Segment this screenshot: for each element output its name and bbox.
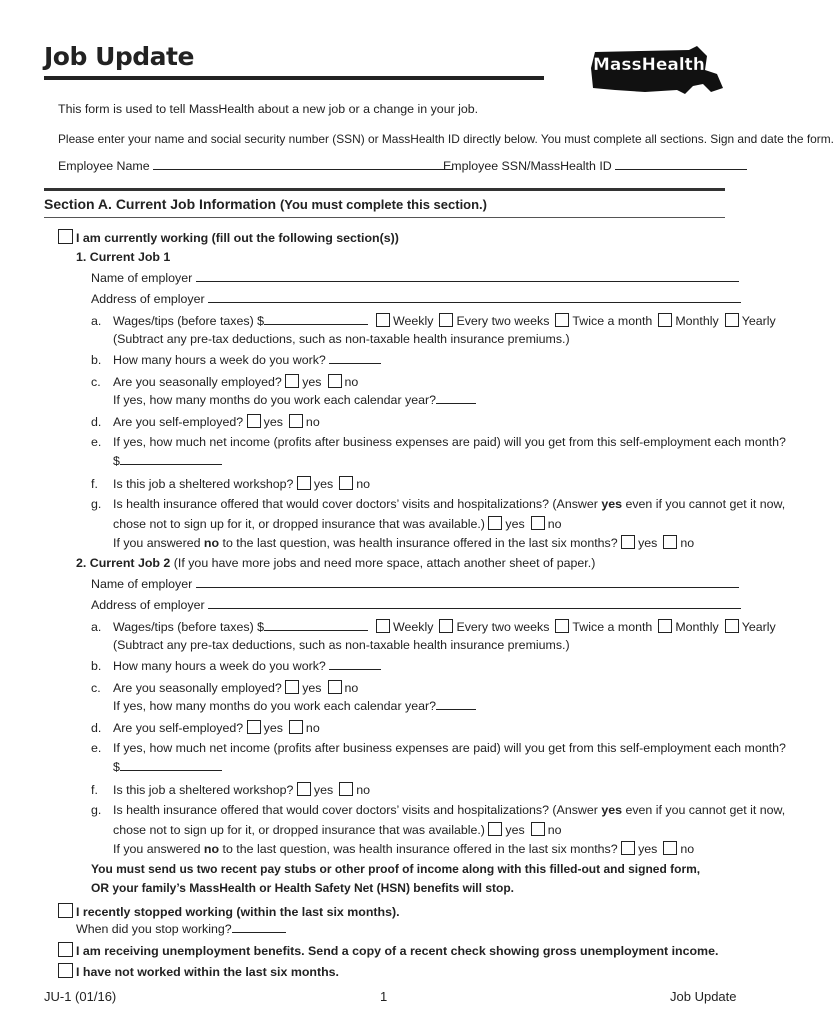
dollar-sign: $ bbox=[113, 454, 120, 468]
job2-insurance-row-3 bbox=[113, 841, 694, 857]
job2-hours-field[interactable] bbox=[329, 659, 381, 670]
employee-id-field[interactable] bbox=[615, 159, 747, 170]
job2-yearly-checkbox[interactable] bbox=[725, 619, 739, 633]
job1-net-income-row bbox=[91, 435, 786, 450]
currently-working-checkbox[interactable] bbox=[58, 229, 73, 244]
stopped-working-row bbox=[58, 903, 400, 920]
insurance-text-3c: to the last question, was health insurance offered in the last six months? bbox=[219, 842, 618, 856]
freq-every-two-weeks: Every two weeks bbox=[456, 620, 550, 634]
job1-hours-row bbox=[91, 353, 381, 368]
job1-ins6-no-checkbox[interactable] bbox=[663, 535, 677, 549]
intro-line-1: This form is used to tell MassHealth about a new job or a change in your job. bbox=[58, 102, 479, 116]
job1-self-no-checkbox[interactable] bbox=[289, 414, 303, 428]
masshealth-logo bbox=[585, 44, 725, 106]
self-employed-label: Are you self-employed? bbox=[113, 415, 244, 429]
months-label: If yes, how many months do you work each calendar year? bbox=[113, 699, 437, 713]
yes-label: yes bbox=[313, 783, 334, 797]
intro-line-2: Please enter your name and social security number (SSN) or MassHealth ID directly below. You must complete all sections. Sign and date the form. bbox=[58, 132, 834, 146]
wages-label: Wages/tips (before taxes) $ bbox=[113, 620, 265, 634]
job2-monthly-checkbox[interactable] bbox=[658, 619, 672, 633]
employer-address-label: Address of employer bbox=[91, 598, 205, 612]
stopped-working-label: I recently stopped working (within the last six months). bbox=[76, 905, 400, 919]
seasonal-label: Are you seasonally employed? bbox=[113, 375, 282, 389]
item-letter: d. bbox=[91, 721, 102, 735]
form-code: JU-1 (01/16) bbox=[44, 989, 117, 1004]
no-label: no bbox=[356, 477, 370, 491]
no-label: no bbox=[344, 375, 359, 389]
yes-label: yes bbox=[638, 842, 658, 856]
freq-twice-a-month: Twice a month bbox=[572, 314, 653, 328]
job1-sheltered-yes-checkbox[interactable] bbox=[297, 476, 311, 490]
job2-insurance-row bbox=[91, 803, 785, 818]
item-letter: b. bbox=[91, 353, 102, 367]
no-label: no bbox=[547, 823, 562, 837]
job1-ins-no-checkbox[interactable] bbox=[531, 516, 545, 530]
job2-months-field[interactable] bbox=[436, 699, 476, 710]
dollar-sign: $ bbox=[113, 760, 120, 774]
not-worked-row bbox=[58, 963, 339, 980]
freq-weekly: Weekly bbox=[393, 314, 434, 328]
job1-heading: 1. Current Job 1 bbox=[76, 250, 171, 264]
when-stop-label: When did you stop working? bbox=[76, 922, 232, 936]
not-worked-checkbox[interactable] bbox=[58, 963, 73, 978]
job1-employer-name-field[interactable] bbox=[196, 271, 739, 282]
job1-hours-field[interactable] bbox=[329, 353, 381, 364]
item-letter: a. bbox=[91, 620, 102, 634]
job2-net-income-field-row bbox=[113, 760, 222, 775]
freq-weekly: Weekly bbox=[393, 620, 434, 634]
net-income-label: If yes, how much net income (profits after business expenses are paid) will you get from this self-employment each month? bbox=[113, 741, 786, 755]
sheltered-label: Is this job a sheltered workshop? bbox=[113, 783, 294, 797]
currently-working-row bbox=[58, 229, 399, 246]
employer-name-label: Name of employer bbox=[91, 577, 193, 591]
no-label: no bbox=[305, 415, 320, 429]
when-stop-row bbox=[76, 922, 286, 937]
job2-ins-yes-checkbox[interactable] bbox=[488, 822, 502, 836]
job2-employer-address-row bbox=[91, 598, 741, 613]
section-a-note: (You must complete this section.) bbox=[279, 197, 487, 212]
job2-wages-field[interactable] bbox=[264, 620, 368, 631]
months-label: If yes, how many months do you work each calendar year? bbox=[113, 393, 437, 407]
seasonal-label: Are you seasonally employed? bbox=[113, 681, 282, 695]
job1-insurance-row bbox=[91, 497, 785, 512]
pay-stubs-notice-1: You must send us two recent pay stubs or other proof of income along with this filled-out and signed form, bbox=[91, 862, 701, 876]
yes-label: yes bbox=[313, 477, 334, 491]
when-stop-field[interactable] bbox=[232, 922, 286, 933]
job2-hours-row bbox=[91, 659, 381, 674]
stopped-working-checkbox[interactable] bbox=[58, 903, 73, 918]
pay-stubs-notice-2: OR your family’s MassHealth or Health Safety Net (HSN) benefits will stop. bbox=[91, 881, 514, 895]
freq-every-two-weeks: Every two weeks bbox=[456, 314, 550, 328]
no-label: no bbox=[305, 721, 320, 735]
freq-yearly: Yearly bbox=[741, 314, 776, 328]
section-a-title bbox=[44, 196, 487, 212]
freq-monthly: Monthly bbox=[675, 620, 719, 634]
employee-name-row bbox=[58, 159, 453, 174]
job1-employer-address-row bbox=[91, 292, 741, 307]
job2-wages-row bbox=[91, 619, 776, 635]
insurance-text-3a: If you answered bbox=[113, 536, 204, 550]
job2-every-two-weeks-checkbox[interactable] bbox=[439, 619, 453, 633]
no-label: no bbox=[680, 536, 695, 550]
job1-weekly-checkbox[interactable] bbox=[376, 313, 390, 327]
job2-seasonal-no-checkbox[interactable] bbox=[328, 680, 342, 694]
item-letter: c. bbox=[91, 375, 101, 389]
hours-label: How many hours a week do you work? bbox=[113, 659, 326, 673]
freq-twice-a-month: Twice a month bbox=[572, 620, 653, 634]
item-letter: e. bbox=[91, 741, 102, 755]
page-number: 1 bbox=[380, 989, 388, 1004]
self-employed-label: Are you self-employed? bbox=[113, 721, 244, 735]
job2-note: (If you have more jobs and need more space, attach another sheet of paper.) bbox=[173, 556, 596, 570]
sheltered-label: Is this job a sheltered workshop? bbox=[113, 477, 294, 491]
yes-label: yes bbox=[302, 375, 322, 389]
job1-every-two-weeks-checkbox[interactable] bbox=[439, 313, 453, 327]
job1-months-row bbox=[113, 393, 476, 408]
job2-self-employed-row bbox=[91, 720, 320, 736]
job1-monthly-checkbox[interactable] bbox=[658, 313, 672, 327]
yes-label: yes bbox=[263, 415, 283, 429]
job2-heading: 2. Current Job 2 bbox=[76, 556, 171, 570]
yes-label: yes bbox=[505, 517, 525, 531]
job1-employer-address-field[interactable] bbox=[208, 292, 741, 303]
page-title: Job Update bbox=[44, 42, 194, 71]
hours-label: How many hours a week do you work? bbox=[113, 353, 326, 367]
no-label: no bbox=[680, 842, 695, 856]
job1-yearly-checkbox[interactable] bbox=[725, 313, 739, 327]
item-letter: b. bbox=[91, 659, 102, 673]
employee-name-label: Employee Name bbox=[58, 159, 150, 173]
job1-twice-a-month-checkbox[interactable] bbox=[555, 313, 569, 327]
freq-yearly: Yearly bbox=[741, 620, 776, 634]
yes-label: yes bbox=[505, 823, 525, 837]
job2-twice-a-month-checkbox[interactable] bbox=[555, 619, 569, 633]
job1-seasonal-yes-checkbox[interactable] bbox=[285, 374, 299, 388]
insurance-text-2: chose not to sign up for it, or dropped insurance that was available.) bbox=[113, 517, 485, 531]
job1-sheltered-no-checkbox[interactable] bbox=[339, 476, 353, 490]
item-letter: a. bbox=[91, 314, 102, 328]
job1-subtract-note: (Subtract any pre-tax deductions, such as non-taxable health insurance premiums.) bbox=[113, 332, 570, 346]
wages-label: Wages/tips (before taxes) $ bbox=[113, 314, 265, 328]
insurance-text-yes: yes bbox=[601, 497, 622, 511]
insurance-text-3c: to the last question, was health insurance offered in the last six months? bbox=[219, 536, 618, 550]
footer-form-name: Job Update bbox=[670, 989, 737, 1004]
job1-ins-yes-checkbox[interactable] bbox=[488, 516, 502, 530]
employee-id-row bbox=[443, 159, 747, 174]
job1-wages-field[interactable] bbox=[264, 314, 368, 325]
insurance-text-3b: no bbox=[203, 842, 220, 856]
insurance-text-a: Is health insurance offered that would cover doctors’ visits and hospitalizations? (Answer bbox=[113, 803, 602, 817]
item-letter: f. bbox=[91, 477, 98, 491]
job1-ins6-yes-checkbox[interactable] bbox=[621, 535, 635, 549]
employer-address-label: Address of employer bbox=[91, 292, 205, 306]
job2-net-income-row bbox=[91, 741, 786, 756]
currently-working-label: I am currently working (fill out the following section(s)) bbox=[76, 231, 399, 245]
no-label: no bbox=[344, 681, 359, 695]
job2-sheltered-no-checkbox[interactable] bbox=[339, 782, 353, 796]
job1-insurance-row-3 bbox=[113, 535, 694, 551]
not-worked-label: I have not worked within the last six months. bbox=[76, 965, 339, 979]
yes-label: yes bbox=[263, 721, 283, 735]
job2-ins-no-checkbox[interactable] bbox=[531, 822, 545, 836]
job2-insurance-row-2 bbox=[113, 822, 561, 838]
job1-seasonal-no-checkbox[interactable] bbox=[328, 374, 342, 388]
job1-insurance-row-2 bbox=[113, 516, 561, 532]
job2-employer-address-field[interactable] bbox=[208, 598, 741, 609]
insurance-text-a: Is health insurance offered that would cover doctors’ visits and hospitalizations? (Answer bbox=[113, 497, 602, 511]
job2-months-row bbox=[113, 699, 476, 714]
job2-employer-name-field[interactable] bbox=[196, 577, 739, 588]
job1-seasonal-row bbox=[91, 374, 358, 390]
unemployment-row bbox=[58, 942, 718, 959]
job2-self-yes-checkbox[interactable] bbox=[247, 720, 261, 734]
job1-self-yes-checkbox[interactable] bbox=[247, 414, 261, 428]
job1-self-employed-row bbox=[91, 414, 320, 430]
job2-sheltered-row bbox=[91, 782, 370, 798]
job2-seasonal-yes-checkbox[interactable] bbox=[285, 680, 299, 694]
job2-heading-row bbox=[76, 556, 595, 571]
logo-text: MassHealth bbox=[593, 55, 705, 75]
item-letter: d. bbox=[91, 415, 102, 429]
job1-sheltered-row bbox=[91, 476, 370, 492]
insurance-text-c: even if you cannot get it now, bbox=[622, 497, 786, 511]
employer-name-label: Name of employer bbox=[91, 271, 193, 285]
employee-id-label: Employee SSN/MassHealth ID bbox=[443, 159, 612, 173]
job1-wages-row bbox=[91, 313, 776, 329]
job2-weekly-checkbox[interactable] bbox=[376, 619, 390, 633]
job2-ins6-no-checkbox[interactable] bbox=[663, 841, 677, 855]
job2-net-income-field[interactable] bbox=[120, 760, 222, 771]
job1-employer-name-row bbox=[91, 271, 739, 286]
job1-net-income-field[interactable] bbox=[120, 454, 222, 465]
no-label: no bbox=[356, 783, 370, 797]
section-a-bottom-rule bbox=[44, 217, 725, 218]
job2-employer-name-row bbox=[91, 577, 739, 592]
item-letter: e. bbox=[91, 435, 102, 449]
unemployment-checkbox[interactable] bbox=[58, 942, 73, 957]
yes-label: yes bbox=[638, 536, 658, 550]
item-letter: g. bbox=[91, 803, 102, 817]
title-rule bbox=[44, 76, 544, 80]
item-letter: c. bbox=[91, 681, 101, 695]
freq-monthly: Monthly bbox=[675, 314, 719, 328]
job2-ins6-yes-checkbox[interactable] bbox=[621, 841, 635, 855]
job2-sheltered-yes-checkbox[interactable] bbox=[297, 782, 311, 796]
section-a-top-rule bbox=[44, 188, 725, 191]
insurance-text-2: chose not to sign up for it, or dropped insurance that was available.) bbox=[113, 823, 485, 837]
job2-self-no-checkbox[interactable] bbox=[289, 720, 303, 734]
insurance-text-3b: no bbox=[203, 536, 220, 550]
no-label: no bbox=[547, 517, 562, 531]
job1-months-field[interactable] bbox=[436, 393, 476, 404]
job1-net-income-field-row bbox=[113, 454, 222, 469]
item-letter: g. bbox=[91, 497, 102, 511]
employee-name-field[interactable] bbox=[153, 159, 453, 170]
job2-subtract-note: (Subtract any pre-tax deductions, such as non-taxable health insurance premiums.) bbox=[113, 638, 570, 652]
unemployment-label: I am receiving unemployment benefits. Send a copy of a recent check showing gross unemployment income. bbox=[76, 944, 719, 958]
yes-label: yes bbox=[302, 681, 322, 695]
insurance-text-yes: yes bbox=[601, 803, 622, 817]
net-income-label: If yes, how much net income (profits after business expenses are paid) will you get from this self-employment each month? bbox=[113, 435, 786, 449]
job2-seasonal-row bbox=[91, 680, 358, 696]
insurance-text-c: even if you cannot get it now, bbox=[622, 803, 786, 817]
section-a-title-text: Section A. Current Job Information bbox=[44, 196, 277, 212]
item-letter: f. bbox=[91, 783, 98, 797]
insurance-text-3a: If you answered bbox=[113, 842, 204, 856]
